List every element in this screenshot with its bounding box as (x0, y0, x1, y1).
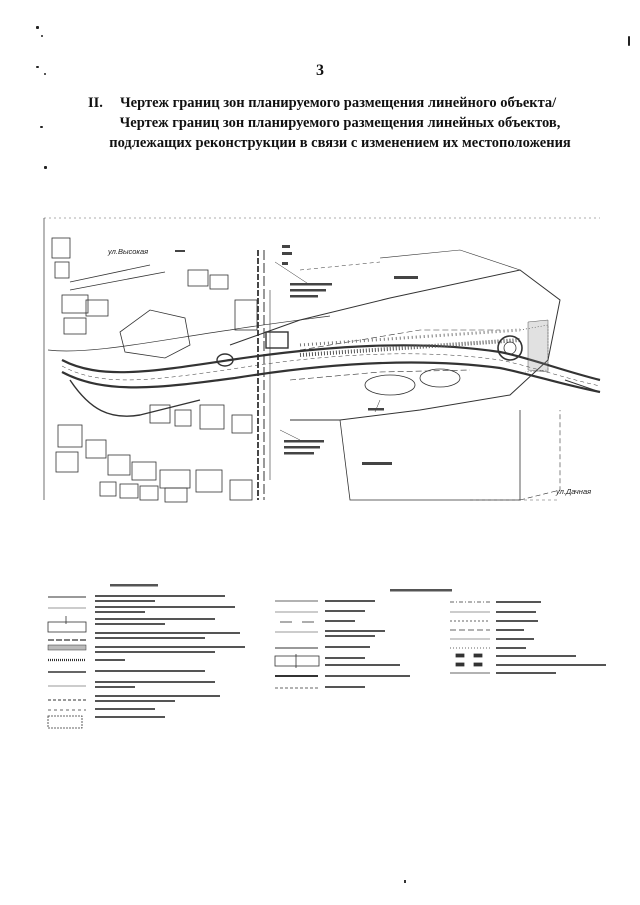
street-label-right: ул.Дачная (556, 487, 592, 496)
scan-speck (404, 880, 406, 883)
heading-line-2: Чертеж границ зон планируемого размещения линейных объектов, (119, 115, 561, 131)
heading-line-1: Чертеж границ зон планируемого размещения линейного объекта/ (120, 95, 557, 111)
page-number: 3 (316, 62, 324, 79)
street-label-top: ул.Высокая (108, 247, 149, 256)
map-annotations (175, 245, 418, 465)
heading-line-3: подлежащих реконструкции в связи с изменением их местоположения (109, 135, 571, 151)
legend (48, 584, 606, 728)
section-numeral: II. (88, 95, 103, 111)
site-plan-map (44, 218, 600, 502)
